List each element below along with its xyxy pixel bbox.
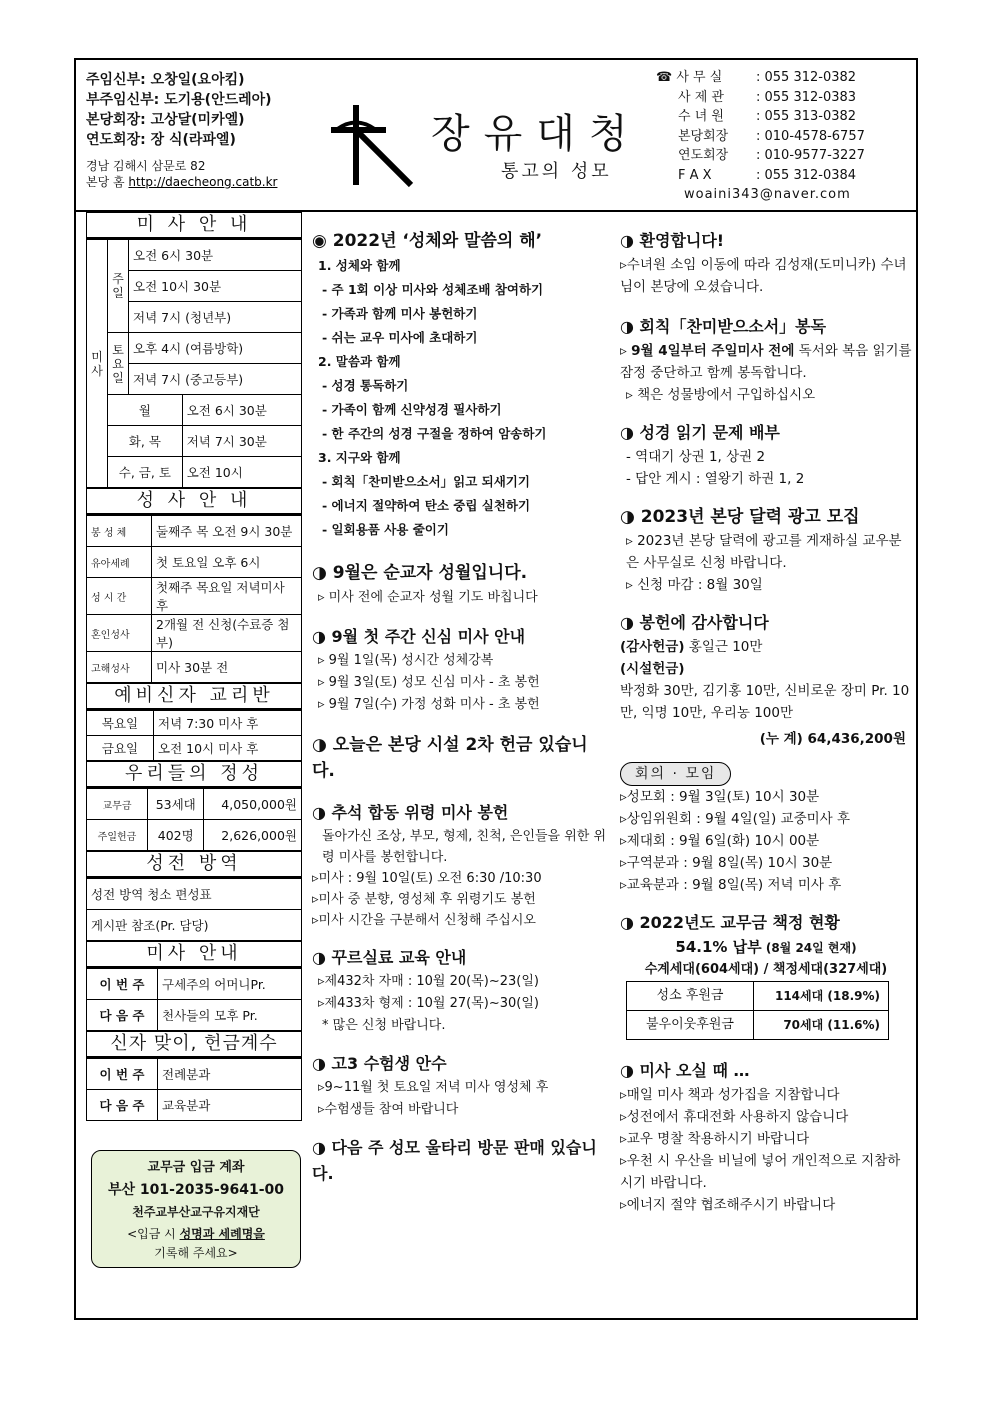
- bulletin-header: [76, 60, 916, 212]
- saturday-label: 토요일: [108, 333, 129, 395]
- sacrament-name: 유아세례: [87, 547, 152, 578]
- sacrament-time: 첫째주 목요일 저녁미사 후: [152, 578, 302, 615]
- first-week-title: ◑ 9월 첫 주간 신심 미사 안내: [312, 627, 526, 646]
- cursillo-item: ▹제433차 형제 : 10월 27(목)~30(일): [318, 996, 539, 1011]
- fee-table: [626, 981, 889, 1040]
- catechumen-day: 금요일: [87, 736, 154, 761]
- mass2-who: 구세주의 어머니Pr.: [158, 969, 302, 1000]
- encyclical-note: ▹ 책은 성물방에서 구입하십시오: [626, 387, 816, 403]
- contact-row: 사 제 관 : 055 312-0383: [678, 89, 857, 105]
- weekday-day: 화, 목: [108, 426, 183, 457]
- thanks-total: (누 계) 64,436,200원: [759, 731, 906, 747]
- year-item: - 가족이 함께 신약성경 필사하기: [322, 402, 502, 417]
- staff-president: 본당회장: 고상달(미카엘): [86, 112, 245, 128]
- meeting-item: ▹교육분과 : 9월 8일(목) 저녁 미사 후: [620, 877, 842, 893]
- martyrs-text: ▹ 미사 전에 순교자 성월 기도 바칩니다: [318, 590, 538, 605]
- offering-count: 53세대: [148, 789, 204, 820]
- calendar-item: ▹ 2023년 본당 달력에 광고를 게재하실 교우분은 사무실로 신청 바랍니다.: [626, 533, 902, 571]
- left-column: [86, 212, 302, 1121]
- year-theme-title: ◉ 2022년 ‘성체와 말씀의 해’: [312, 231, 543, 251]
- cross-logo-icon: [326, 100, 416, 190]
- staff-list: [86, 70, 277, 190]
- sacrament-name: 성 시 간: [87, 578, 152, 615]
- homepage-label: 본당 홈: [86, 175, 129, 189]
- offering-header: 우리들의 정성: [86, 761, 302, 788]
- bible-title: ◑ 성경 읽기 문제 배부: [620, 423, 780, 442]
- thanks-label2: (시설헌금): [620, 661, 685, 677]
- welcome-notice-title: ◑ 환영합니다!: [620, 231, 725, 250]
- first-week-item: ▹ 9월 1일(목) 성시간 성체강복: [318, 653, 494, 668]
- exam-title: ◑ 고3 수험생 안수: [312, 1054, 447, 1073]
- email[interactable]: woaini343@naver.com: [684, 187, 851, 202]
- meeting-item: ▹구역분과 : 9월 8일(목) 10시 30분: [620, 855, 833, 871]
- address: 경남 김해시 삼문로 82: [86, 159, 206, 173]
- middle-column: [312, 228, 612, 1187]
- year-theme-list: [312, 254, 612, 542]
- mass-time-title: ◑ 미사 오실 때 …: [620, 1061, 750, 1080]
- fee-name: 성소 후원금: [627, 982, 754, 1011]
- second-collection-title: ◑ 오늘은 본당 시설 2차 헌금 있습니다.: [312, 735, 588, 781]
- offering-count: 402명: [148, 820, 204, 851]
- staff-assistant: 부주임신부: 도기용(안드레아): [86, 92, 272, 108]
- catechumen-table: [86, 710, 302, 761]
- mass-guide-header: 미 사 안 내: [86, 212, 302, 239]
- chuseok-item: ▹미사 중 분향, 영성체 후 위령기도 봉헌: [312, 892, 536, 907]
- sunday-time: 오전 10시 30분: [129, 271, 302, 302]
- welcome-header: 신자 맞이, 헌금계수: [86, 1031, 302, 1058]
- cursillo-item: * 많은 신청 바랍니다.: [322, 1018, 446, 1033]
- account-title: 교무금 입금 계좌: [147, 1160, 245, 1175]
- encyclical-text: ▹ 9월 4일부터 주일미사 전에 독서와 복음 읽기를 잠정 중단하고 함께 봉독합니다.: [620, 343, 912, 381]
- offering-amount: 2,626,000원: [204, 820, 302, 851]
- bulletin-subtitle: 통고의 성모: [501, 161, 612, 182]
- sacrament-name: 고해성사: [87, 652, 152, 683]
- fee-sub: 수계세대(604세대) / 책정세대(327세대): [644, 962, 888, 977]
- cursillo-item: ▹제432차 자매 : 10월 20(목)~23(일): [318, 974, 539, 989]
- calendar-title: ◑ 2023년 본당 달력 광고 모집: [620, 507, 860, 527]
- mass-label: 미 사: [87, 240, 108, 488]
- fee-title: ◑ 2022년도 교무금 책정 현황: [620, 913, 840, 932]
- mass-schedule-table: [86, 239, 302, 488]
- catechumen-time: 오전 10시 미사 후: [154, 736, 302, 761]
- welcome-notice-text: ▹수녀원 소임 이동에 따라 김성재(도미니카) 수녀님이 본당에 오셨습니다.: [620, 257, 907, 295]
- defense-item: 게시판 참조(Pr. 담당): [87, 910, 302, 941]
- exam-item: ▹수험생들 참여 바랍니다: [318, 1102, 459, 1117]
- sacrament-time: 첫 토요일 오후 6시: [152, 547, 302, 578]
- year-item: - 한 주간의 성경 구절을 정하여 암송하기: [322, 426, 547, 441]
- mass-time-item: ▹교우 명찰 착용하시기 바랍니다: [620, 1131, 810, 1147]
- chuseok-item: ▹미사 : 9월 10일(토) 오전 6:30 /10:30: [312, 871, 542, 886]
- address-block: [86, 158, 277, 190]
- contact-row: F A X : 055 312-0384: [678, 167, 857, 183]
- account-note: <입금 시: [127, 1227, 180, 1241]
- catechumen-day: 목요일: [87, 711, 154, 736]
- account-note2: 기록해 주세요>: [154, 1246, 238, 1260]
- weekday-day: 월: [108, 395, 183, 426]
- weekday-time: 저녁 7시 30분: [182, 426, 301, 457]
- account-note-emph: 성명과 세례명을: [179, 1227, 265, 1241]
- welcome-table: [86, 1058, 302, 1121]
- welcome-when: 이 번 주: [87, 1059, 158, 1090]
- catechumen-header: 예비신자 교리반: [86, 683, 302, 710]
- year-item: - 회칙「찬미받으소서」읽고 되새기기: [322, 474, 530, 489]
- sacrament-name: 봉 성 체: [87, 516, 152, 547]
- year-item: - 성경 통독하기: [322, 378, 409, 393]
- mass-time-item: ▹우천 시 우산을 비닐에 넣어 개인적으로 지참하시기 바랍니다.: [620, 1153, 901, 1191]
- contact-row: 본당회장 : 010-4578-6757: [678, 128, 865, 144]
- thanks-text2: 박정화 30만, 김기홍 10만, 신비로운 장미 Pr. 10만, 익명 10만, 우리농 100만: [620, 683, 910, 721]
- sacrament-time: 미사 30분 전: [152, 652, 302, 683]
- thanks-row1: (감사헌금) 홍일근 10만: [620, 639, 763, 655]
- bible-item: - 답안 게시 : 열왕기 하권 1, 2: [626, 471, 805, 487]
- year-item: - 쉬는 교우 미사에 초대하기: [322, 330, 478, 345]
- staff-yeondo: 연도회장: 장 식(라파엘): [86, 132, 236, 148]
- right-column: [620, 228, 912, 1216]
- sacrament-header: 성 사 안 내: [86, 488, 302, 515]
- weekday-time: 오전 6시 30분: [182, 395, 301, 426]
- year-item: 1. 성체와 함께: [318, 258, 401, 273]
- thanks-title: ◑ 봉헌에 감사합니다: [620, 613, 769, 632]
- offering-amount: 4,050,000원: [204, 789, 302, 820]
- chuseok-title: ◑ 추석 합동 위령 미사 봉헌: [312, 803, 509, 822]
- account-number: 부산 101-2035-9641-00: [108, 1182, 284, 1198]
- defense-item: 성전 방역 청소 편성표: [87, 879, 302, 910]
- sacrament-table: [86, 515, 302, 683]
- contact-row: 연도회장 : 010-9577-3227: [678, 148, 865, 163]
- exam-item: ▹9~11월 첫 토요일 저녁 미사 영성체 후: [318, 1080, 549, 1095]
- fee-value: 114세대 (18.9%): [754, 982, 889, 1011]
- meeting-item: ▹상임위원회 : 9월 4일(일) 교중미사 후: [620, 811, 851, 827]
- encyclical-title: ◑ 회칙「찬미받으소서」봉독: [620, 317, 827, 336]
- mass2-when: 이 번 주: [87, 969, 158, 1000]
- welcome-when: 다 음 주: [87, 1090, 158, 1121]
- mass-time-item: ▹성전에서 휴대전화 사용하지 않습니다: [620, 1109, 849, 1125]
- fee-name: 불우이웃후원금: [627, 1011, 754, 1040]
- meeting-badge: 회의 · 모임: [620, 762, 731, 786]
- bulletin-frame: [74, 58, 918, 1320]
- year-item: 2. 말씀과 함께: [318, 354, 401, 369]
- sacrament-time: 둘째주 목 오전 9시 30분: [152, 516, 302, 547]
- contact-row: ☎ 사 무 실 : 055 312-0382: [656, 70, 857, 85]
- weekday-time: 오전 10시: [182, 457, 301, 488]
- account-holder: 천주교부산교구유지재단: [132, 1205, 260, 1219]
- cursillo-title: ◑ 꾸르실료 교육 안내: [312, 948, 467, 967]
- chuseok-item: ▹미사 시간을 구분해서 신청해 주십시오: [312, 913, 536, 928]
- staff-pastor: 주임신부: 오창일(요아킴): [86, 72, 245, 88]
- sacrament-name: 혼인성사: [87, 615, 152, 652]
- chuseok-text: 돌아가신 조상, 부모, 형제, 친척, 은인들을 위한 위령 미사를 봉헌합니다.: [322, 829, 607, 865]
- sunday-label: 주 일: [108, 240, 129, 333]
- offering-table: [86, 788, 302, 851]
- bible-item: - 역대기 상권 1, 상권 2: [626, 449, 766, 465]
- first-week-item: ▹ 9월 3일(토) 성모 신심 미사 - 초 봉헌: [318, 675, 540, 690]
- contact-row: 수 녀 원 : 055 313-0382: [678, 109, 857, 124]
- offering-name: 교무금: [87, 789, 148, 820]
- fee-value: 70세대 (11.6%): [754, 1011, 889, 1040]
- bulletin-title: 장유대청: [431, 111, 642, 157]
- year-item: - 주 1회 이상 미사와 성체조배 참여하기: [322, 282, 544, 297]
- contact-list: [656, 68, 865, 205]
- homepage-link[interactable]: http://daecheong.catb.kr: [128, 175, 278, 189]
- mass2-who: 천사들의 모후 Pr.: [158, 1000, 302, 1031]
- defense-table: [86, 878, 302, 941]
- year-item: - 가족과 함께 미사 봉헌하기: [322, 306, 478, 321]
- defense-header: 성전 방역: [86, 851, 302, 878]
- meeting-item: ▹제대회 : 9월 6일(화) 10시 00분: [620, 833, 820, 849]
- first-week-item: ▹ 9월 7일(수) 가정 성화 미사 - 초 봉헌: [318, 697, 540, 712]
- catechumen-time: 저녁 7:30 미사 후: [154, 711, 302, 736]
- martyrs-title: ◑ 9월은 순교자 성월입니다.: [312, 563, 528, 583]
- year-item: 3. 지구와 함께: [318, 450, 401, 465]
- sunday-time: 오전 6시 30분: [129, 240, 302, 271]
- sunday-time: 저녁 7시 (청년부): [129, 302, 302, 333]
- meeting-item: ▹성모회 : 9월 3일(토) 10시 30분: [620, 789, 820, 805]
- mass-time-item: ▹에너지 절약 협조해주시기 바랍니다: [620, 1197, 836, 1213]
- weekday-day: 수, 금, 토: [108, 457, 183, 488]
- mass2-when: 다 음 주: [87, 1000, 158, 1031]
- offering-name: 주일헌금: [87, 820, 148, 851]
- saturday-time: 저녁 7시 (중고등부): [129, 364, 302, 395]
- sale-title: ◑ 다음 주 성모 울타리 방문 판매 있습니다.: [312, 1138, 597, 1183]
- mass2-header: 미사 안내: [86, 941, 302, 968]
- year-item: - 일회용품 사용 줄이기: [322, 522, 449, 537]
- mass-time-item: ▹매일 미사 책과 성가집을 지참합니다: [620, 1087, 840, 1103]
- fee-rate-line: 54.1% 납부 (8월 24일 현재): [675, 938, 857, 956]
- calendar-item: ▹ 신청 마감 : 8월 30일: [626, 577, 763, 593]
- welcome-who: 교육분과: [158, 1090, 302, 1121]
- sacrament-time: 2개월 전 신청(수료증 첨부): [152, 615, 302, 652]
- account-box: [91, 1150, 301, 1268]
- welcome-who: 전례분과: [158, 1059, 302, 1090]
- saturday-time: 오후 4시 (여름방학): [129, 333, 302, 364]
- year-item: - 에너지 절약하여 탄소 중립 실천하기: [322, 498, 531, 513]
- mass2-table: [86, 968, 302, 1031]
